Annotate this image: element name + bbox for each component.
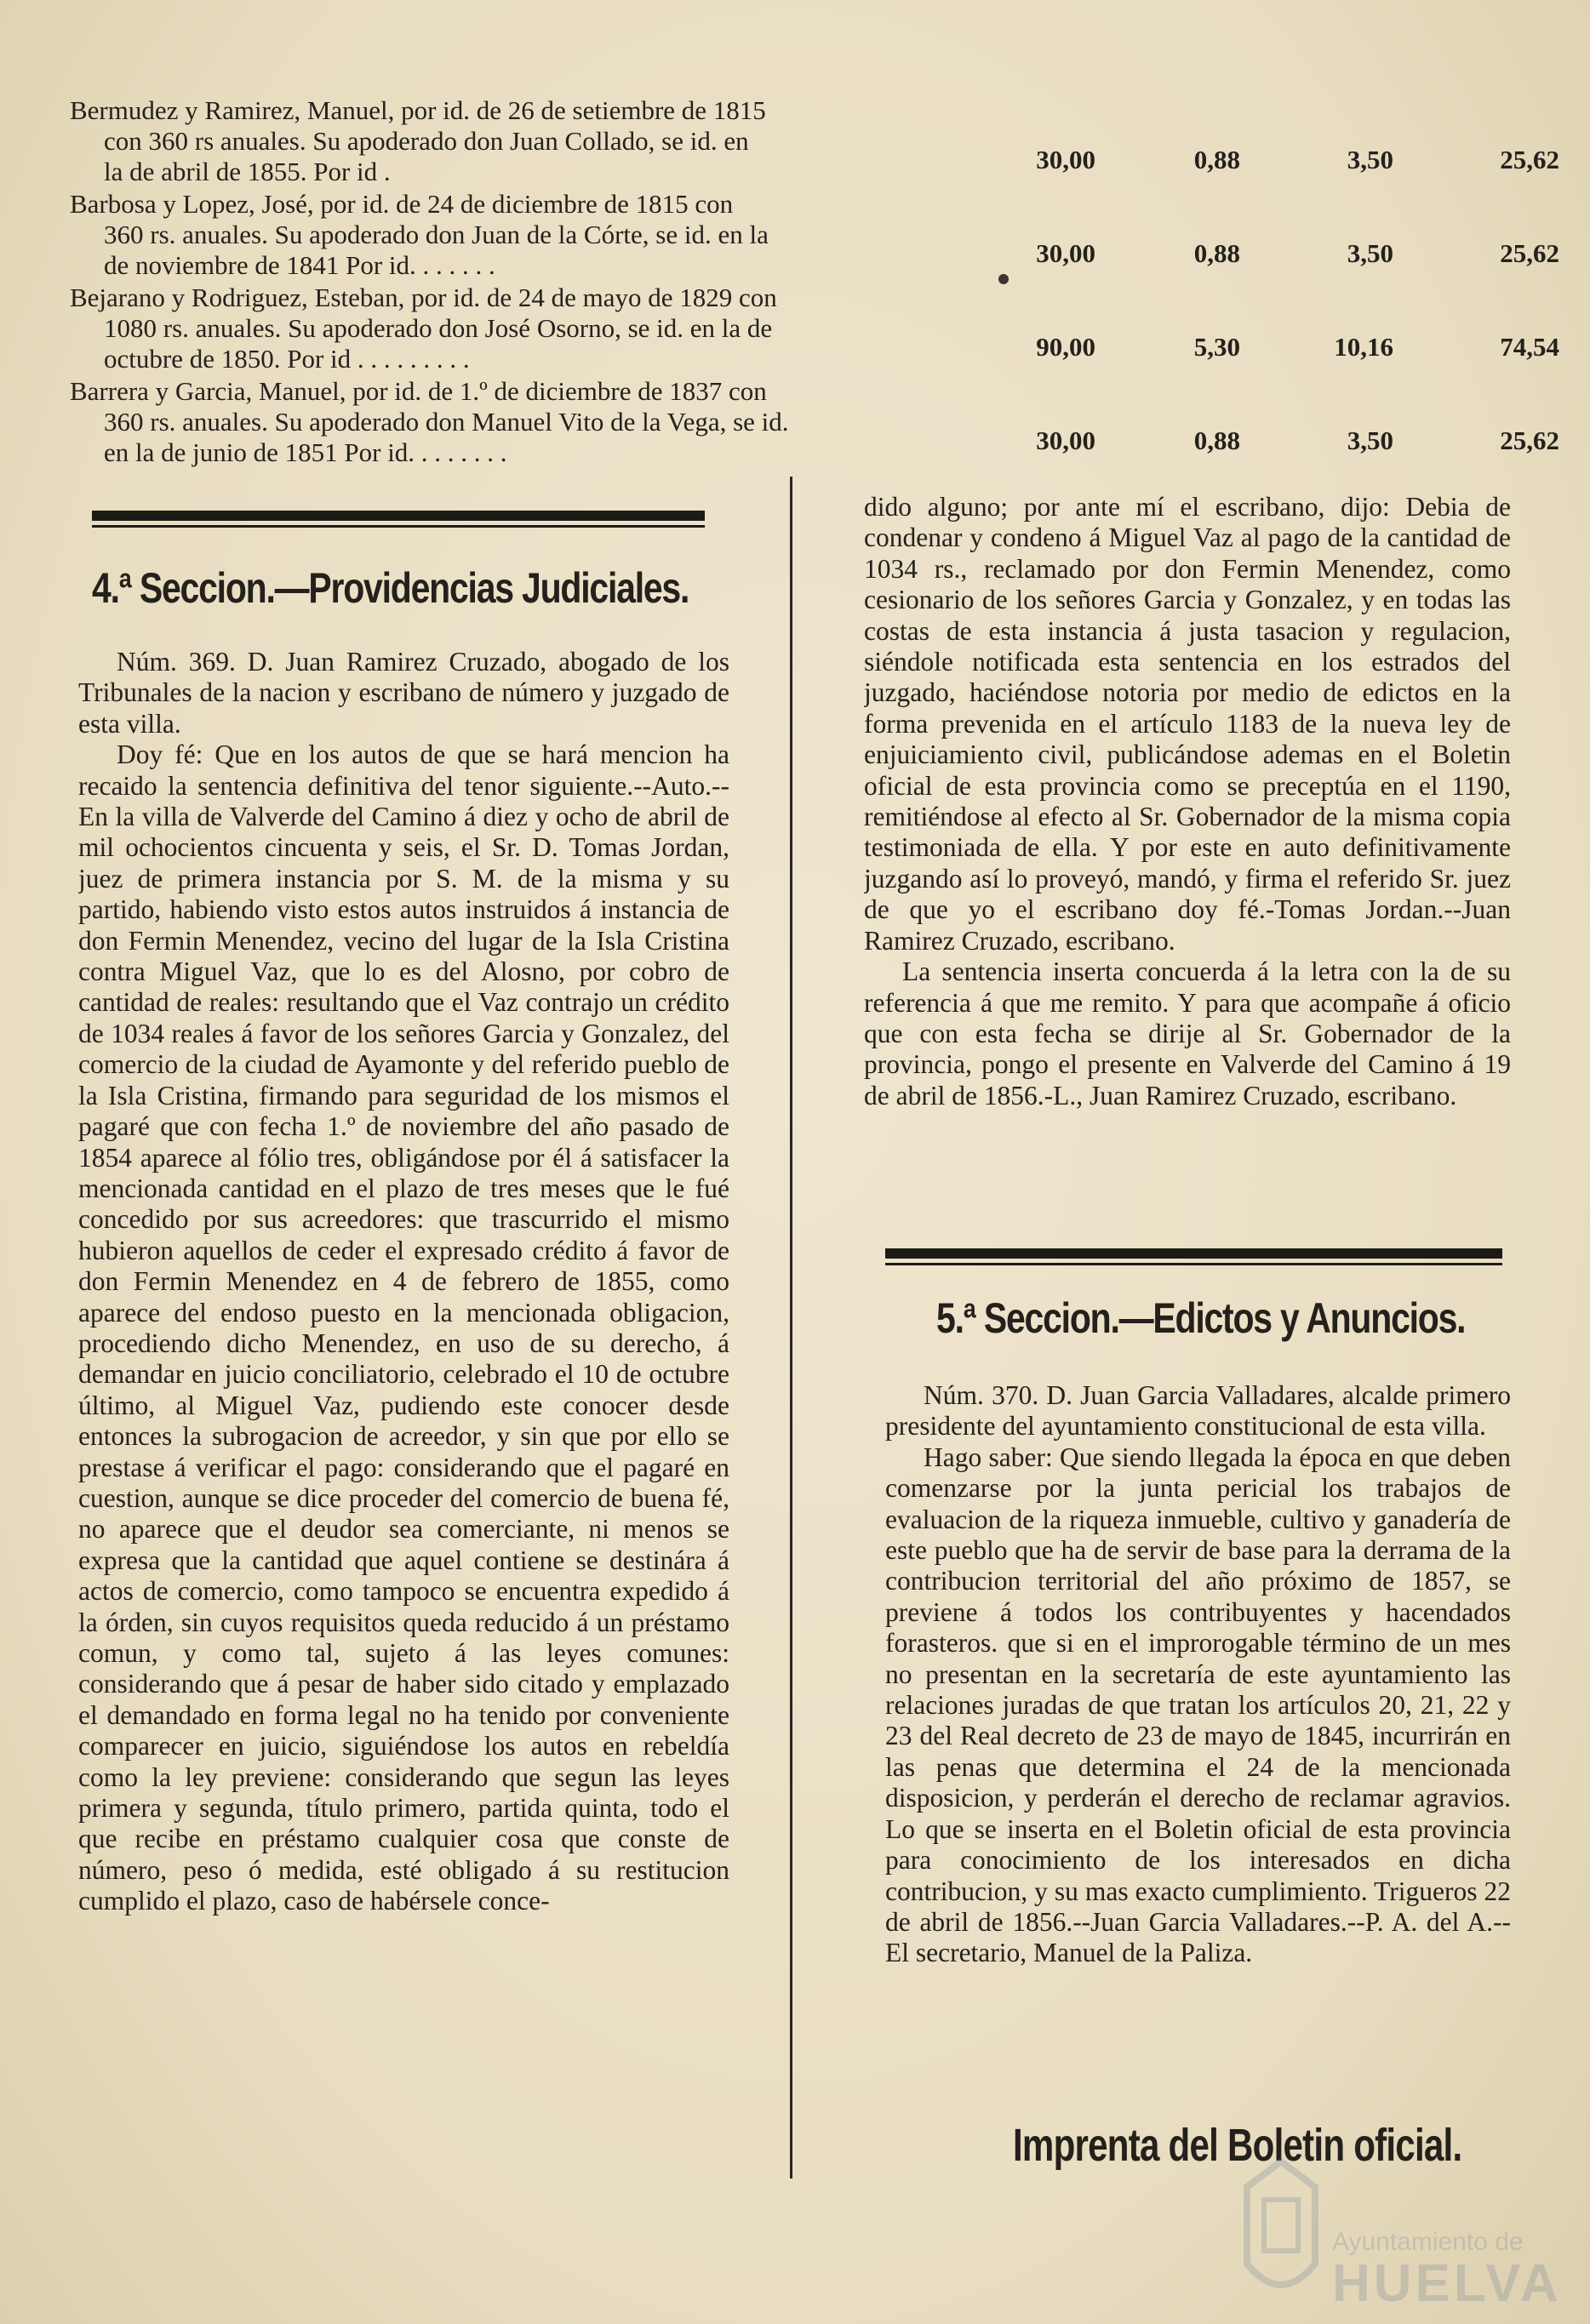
entry-line2: 1080 rs. anuales. Su apoderado don José Osorno, se id. en la de	[104, 313, 773, 343]
ink-dot	[998, 274, 1009, 284]
section-rule-thin	[92, 525, 705, 528]
value-cell: 90,00	[1036, 332, 1095, 362]
entry-values	[1006, 238, 1559, 272]
entry-values	[1006, 425, 1559, 460]
watermark-line2: HUELVA	[1332, 2254, 1562, 2313]
section-4-body-paragraph: Doy fé: Que en los autos de que se hará mencion ha recaido la sentencia definitiva del tenor siguiente.--Auto.--En la villa de Valverde del Camino á diez y ocho de abril de mil ochocientos cincuenta y seis, el Sr. D. Tomas Jordan, juez de primera instancia por S. M. de la misma y su partido, habiendo visto estos autos instruidos á instancia de don Fermin Menendez, vecino del lugar de la Isla Cristina contra Miguel Vaz, que lo es del Alosno, por cobro de cantidad de reales: resultando que el Vaz contrajo un crédito de 1034 reales á favor de los señores Garcia y Gonzalez, del comercio de la ciudad de Ayamonte y del referido pueblo de la Isla Cristina, firmando para seguridad de los mismos el pagaré que con fecha 1.º de noviembre del año pasado de 1854 aparece al fólio tres, obligándose por él á satisfacer la mencionada cantidad en el plazo de tres meses que le fué concedido por sus acreedores: que trascurrido el mismo hubieron aquellos de ceder el expresado crédito á favor de don Fermin Menendez en 4 de febrero de 1855, como aparece del endoso puesto en la mencionada obligacion, procediendo dicho Menendez, en uso de su derecho, á demandar en juicio conciliatorio, celebrado el 10 de octubre último, al Miguel Vaz, pudiendo este conocer desde entonces la subrogacion de acreedor, y sin que por ello se prestase á verificar el pago: considerando que el pagaré en cuestion, aunque se dice proceder del comercio de buena fé, no aparece que el deudor sea comerciante, ni menos se expresa que la cantidad que aquel contiene se destinára á actos de comercio, como tampoco se encuentra expedido á la órden, sin cuyos requisitos queda reducido á un préstamo comun, y como tal, sujeto á las leyes comunes: considerando que á pesar de haber sido citado y emplazado el demandado en forma legal no ha tenido por conveniente comparecer en juicio, siguiéndose los autos en rebeldía como la ley previene: considerando que segun las leyes primera y segunda, título primero, partida quinta, todo el que recibe en préstamo cualquier cosa que conste de número, peso ó medida, esté obligado á su restitucion cumplido el plazo, caso de habérsele conce-	[78, 739, 729, 1916]
watermark-line1: Ayuntamiento de	[1332, 2228, 1524, 2256]
pension-entries-list	[70, 95, 1559, 470]
entry-line3: en la de junio de 1851 Por id. . . . . . . .	[104, 437, 507, 467]
value-cell: 25,62	[1500, 238, 1559, 268]
entry-row	[70, 189, 1559, 283]
value-cell: 0,88	[1193, 145, 1240, 174]
section-5-column	[885, 1380, 1511, 2078]
printer-credit: Imprenta del Boletin oficial.	[1013, 2120, 1462, 2171]
section-5-title: 5.ª Seccion.—Edictos y Anuncios.	[936, 1294, 1466, 1342]
entry-line1: Barbosa y Lopez, José, por id. de 24 de diciembre de 1815 con	[70, 189, 734, 219]
section-4-heading-paragraph: Núm. 369. D. Juan Ramirez Cruzado, abogado de los Tribunales de la nacion y escribano de número y juzgado de esta villa.	[78, 647, 729, 739]
entry-values	[1006, 145, 1559, 179]
value-cell: 74,54	[1500, 332, 1559, 362]
value-cell: 3,50	[1347, 145, 1393, 174]
entry-line1: Bejarano y Rodriguez, Esteban, por id. de 24 de mayo de 1829 con	[70, 283, 777, 312]
value-cell: 0,88	[1193, 238, 1240, 268]
value-cell: 5,30	[1193, 332, 1240, 362]
entry-line2: con 360 rs anuales. Su apoderado don Juan Collado, se id. en	[104, 126, 749, 156]
entry-line1: Bermudez y Ramirez, Manuel, por id. de 26 de setiembre de 1815	[70, 95, 766, 125]
value-cell: 0,88	[1193, 425, 1240, 455]
entry-row	[70, 95, 1559, 189]
crest-icon	[1238, 2153, 1324, 2315]
value-cell: 3,50	[1347, 238, 1393, 268]
section-rule	[885, 1248, 1502, 1259]
value-cell: 30,00	[1036, 145, 1095, 174]
entry-line3: de noviembre de 1841 Por id. . . . . . .	[104, 250, 495, 280]
column-divider	[790, 477, 792, 2178]
entry-values	[1006, 332, 1559, 366]
watermark	[1238, 2153, 1562, 2323]
entry-line2: 360 rs. anuales. Su apoderado don Manuel Vito de la Vega, se id.	[104, 407, 789, 437]
value-cell: 30,00	[1036, 238, 1095, 268]
entry-row	[70, 376, 1559, 470]
section-5-heading-paragraph: Núm. 370. D. Juan Garcia Valladares, alcalde primero presidente del ayuntamiento constitucional de esta villa.	[885, 1380, 1511, 1442]
value-cell: 25,62	[1500, 145, 1559, 174]
entry-row	[70, 283, 1559, 376]
entry-line3: octubre de 1850. Por id . . . . . . . . .	[104, 344, 470, 374]
entry-line2: 360 rs. anuales. Su apoderado don Juan de la Córte, se id. en la	[104, 220, 769, 249]
value-cell: 30,00	[1036, 425, 1095, 455]
section-4-left-column	[78, 647, 729, 2153]
section-4-right-column	[864, 492, 1511, 1224]
value-cell: 3,50	[1347, 425, 1393, 455]
section-4-continuation-paragraph: dido alguno; por ante mí el escribano, dijo: Debia de condenar y condeno á Miguel Vaz al pago de la cantidad de 1034 rs., reclamado por don Fermin Menendez, como cesionario de los señores Garcia y Gonzalez, y en todas las costas de esta instancia á justa tasacion y regulacion, siéndole notificada esta sentencia en los estrados del juzgado, haciéndose notoria por medio de edictos en la forma prevenida en el artículo 1183 de la nueva ley de enjuiciamiento civil, publicándose ademas en el Boletin oficial de esta provincia como se preceptúa en el 1190, remitiéndose al efecto al Sr. Gobernador de la misma copia testimoniada de ella. Y por este en auto definitivamente juzgando así lo proveyó, mandó, y firma el referido Sr. juez de que yo el escribano doy fé.-Tomas Jordan.--Juan Ramirez Cruzado, escribano.	[864, 492, 1511, 956]
value-cell: 10,16	[1334, 332, 1393, 362]
section-rule	[92, 511, 705, 521]
entry-line3: la de abril de 1855. Por id .	[104, 157, 391, 186]
entry-line1: Barrera y Garcia, Manuel, por id. de 1.º de diciembre de 1837 con	[70, 376, 767, 406]
section-4-closing-paragraph: La sentencia inserta concuerda á la letra con la de su referencia á que me remito. Y para que acompañe á oficio que con esta fecha se dirije al Sr. Gobernador de la provincia, pongo el presente en Valverde del Camino á 19 de abril de 1856.-L., Juan Ramirez Cruzado, escribano.	[864, 956, 1511, 1111]
value-cell: 25,62	[1500, 425, 1559, 455]
section-4-title: 4.ª Seccion.—Providencias Judiciales.	[92, 564, 689, 612]
section-5-body-paragraph: Hago saber: Que siendo llegada la época en que deben comenzarse por la junta pericial los trabajos de evaluacion de la riqueza inmueble, cultivo y ganadería de este pueblo que ha de servir de base para la derrama de la contribucion territorial del año próximo de 1857, se previene á todos los contribuyentes y hacendados forasteros. que si en el improrogable término de un mes no presentan en la secretaría de este ayuntamiento las relaciones juradas de que tratan los artículos 20, 21, 22 y 23 del Real decreto de 23 de mayo de 1845, incurrirán en las penas que determina el 24 de la mencionada disposicion, y perderán el derecho de reclamar agravios. Lo que se inserta en el Boletin oficial de esta provincia para conocimiento de los interesados en dicha contribucion, y su mas exacto cumplimiento. Trigueros 22 de abril de 1856.--Juan Garcia Valladares.--P. A. del A.--El secretario, Manuel de la Paliza.	[885, 1442, 1511, 1968]
section-rule-thin	[885, 1263, 1502, 1265]
